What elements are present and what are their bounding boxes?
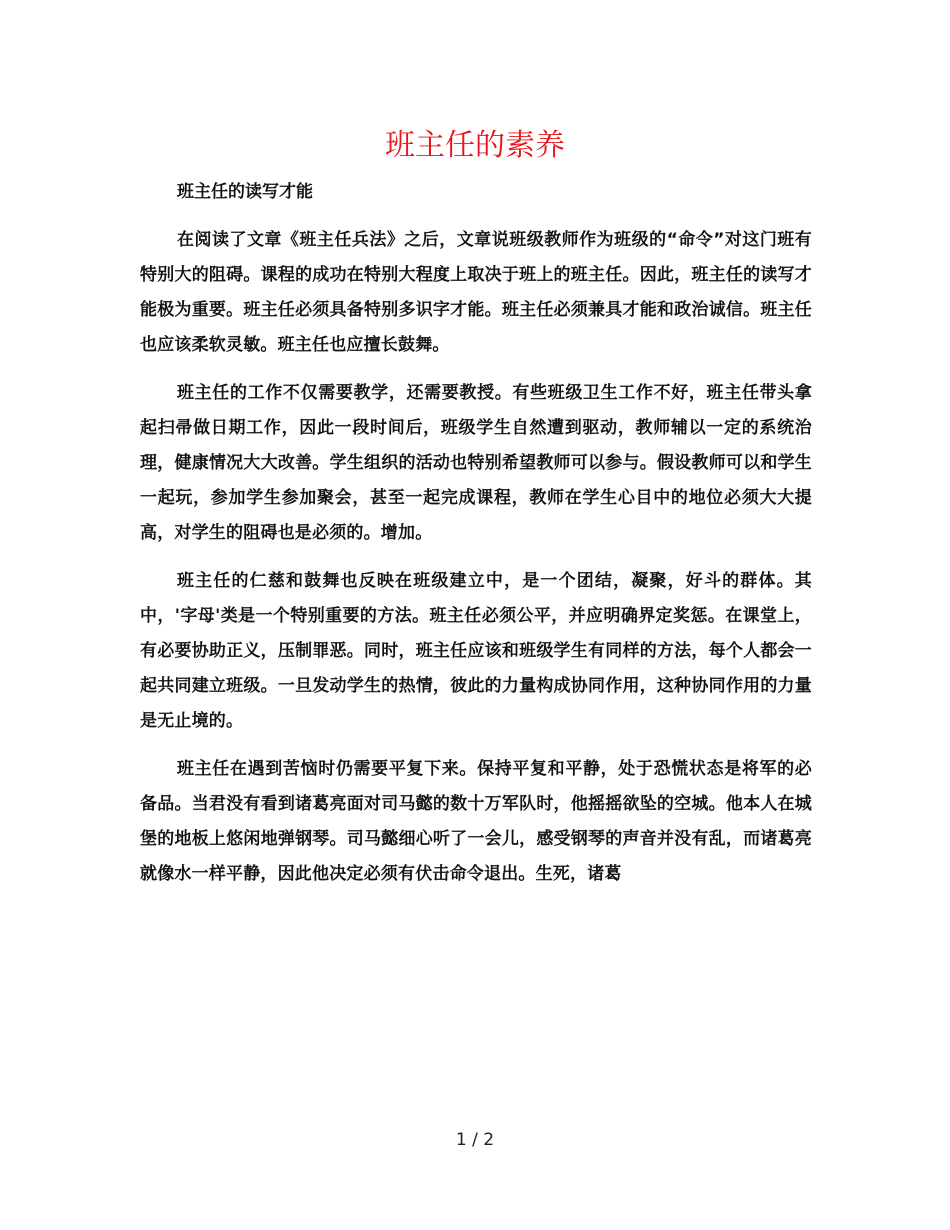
paragraph-4: 班主任在遇到苦恼时仍需要平复下来。保持平复和平静，处于恐慌状态是将军的必备品。当君没有看到诸葛亮面对司马懿的数十万军队时，他摇摇欲坠的空城。他本人在城堡的地板上悠闲地弹钢琴。司马懿细心听了一会儿，感受钢琴的声音并没有乱，而诸葛亮就像水一样平静，因此他决定必须有伏击命令退出。生死，诸葛: [140, 759, 812, 884]
paragraph-1: 在阅读了文章《班主任兵法》之后，文章说班级教师作为班级的“命令”对这门班有特别大的阻碍。课程的成功在特别大程度上取决于班上的班主任。因此，班主任的读写才能极为重要。班主任必须具备特别多识字才能。班主任必须兼具才能和政治诚信。班主任也应该柔软灵敏。班主任也应擅长鼓舞。: [140, 230, 812, 355]
section-subheading: 班主任的读写才能: [177, 182, 313, 202]
document-title: 班主任的素养: [385, 128, 565, 163]
document-body: [140, 175, 812, 905]
paragraph-3: 班主任的仁慈和鼓舞也反映在班级建立中，是一个团结，凝聚，好斗的群体。其中，'字母'类是一个特别重要的方法。班主任必须公平，并应明确界定奖惩。在课堂上，有必要协助正义，压制罪恶。同时，班主任应该和班级学生有同样的方法，每个人都会一起共同建立班级。一旦发动学生的热情，彼此的力量构成协同作用，这种协同作用的力量是无止境的。: [140, 571, 812, 731]
paragraph-2: 班主任的工作不仅需要教学，还需要教授。有些班级卫生工作不好，班主任带头拿起扫帚做日期工作，因此一段时间后，班级学生自然遭到驱动，教师辅以一定的系统治理，健康情况大大改善。学生组织的活动也特别希望教师可以参与。假设教师可以和学生一起玩，参加学生参加聚会，甚至一起完成课程，教师在学生心目中的地位必须大大提高，对学生的阻碍也是必须的。增加。: [140, 383, 812, 543]
page-number: 1 / 2: [455, 1130, 495, 1150]
